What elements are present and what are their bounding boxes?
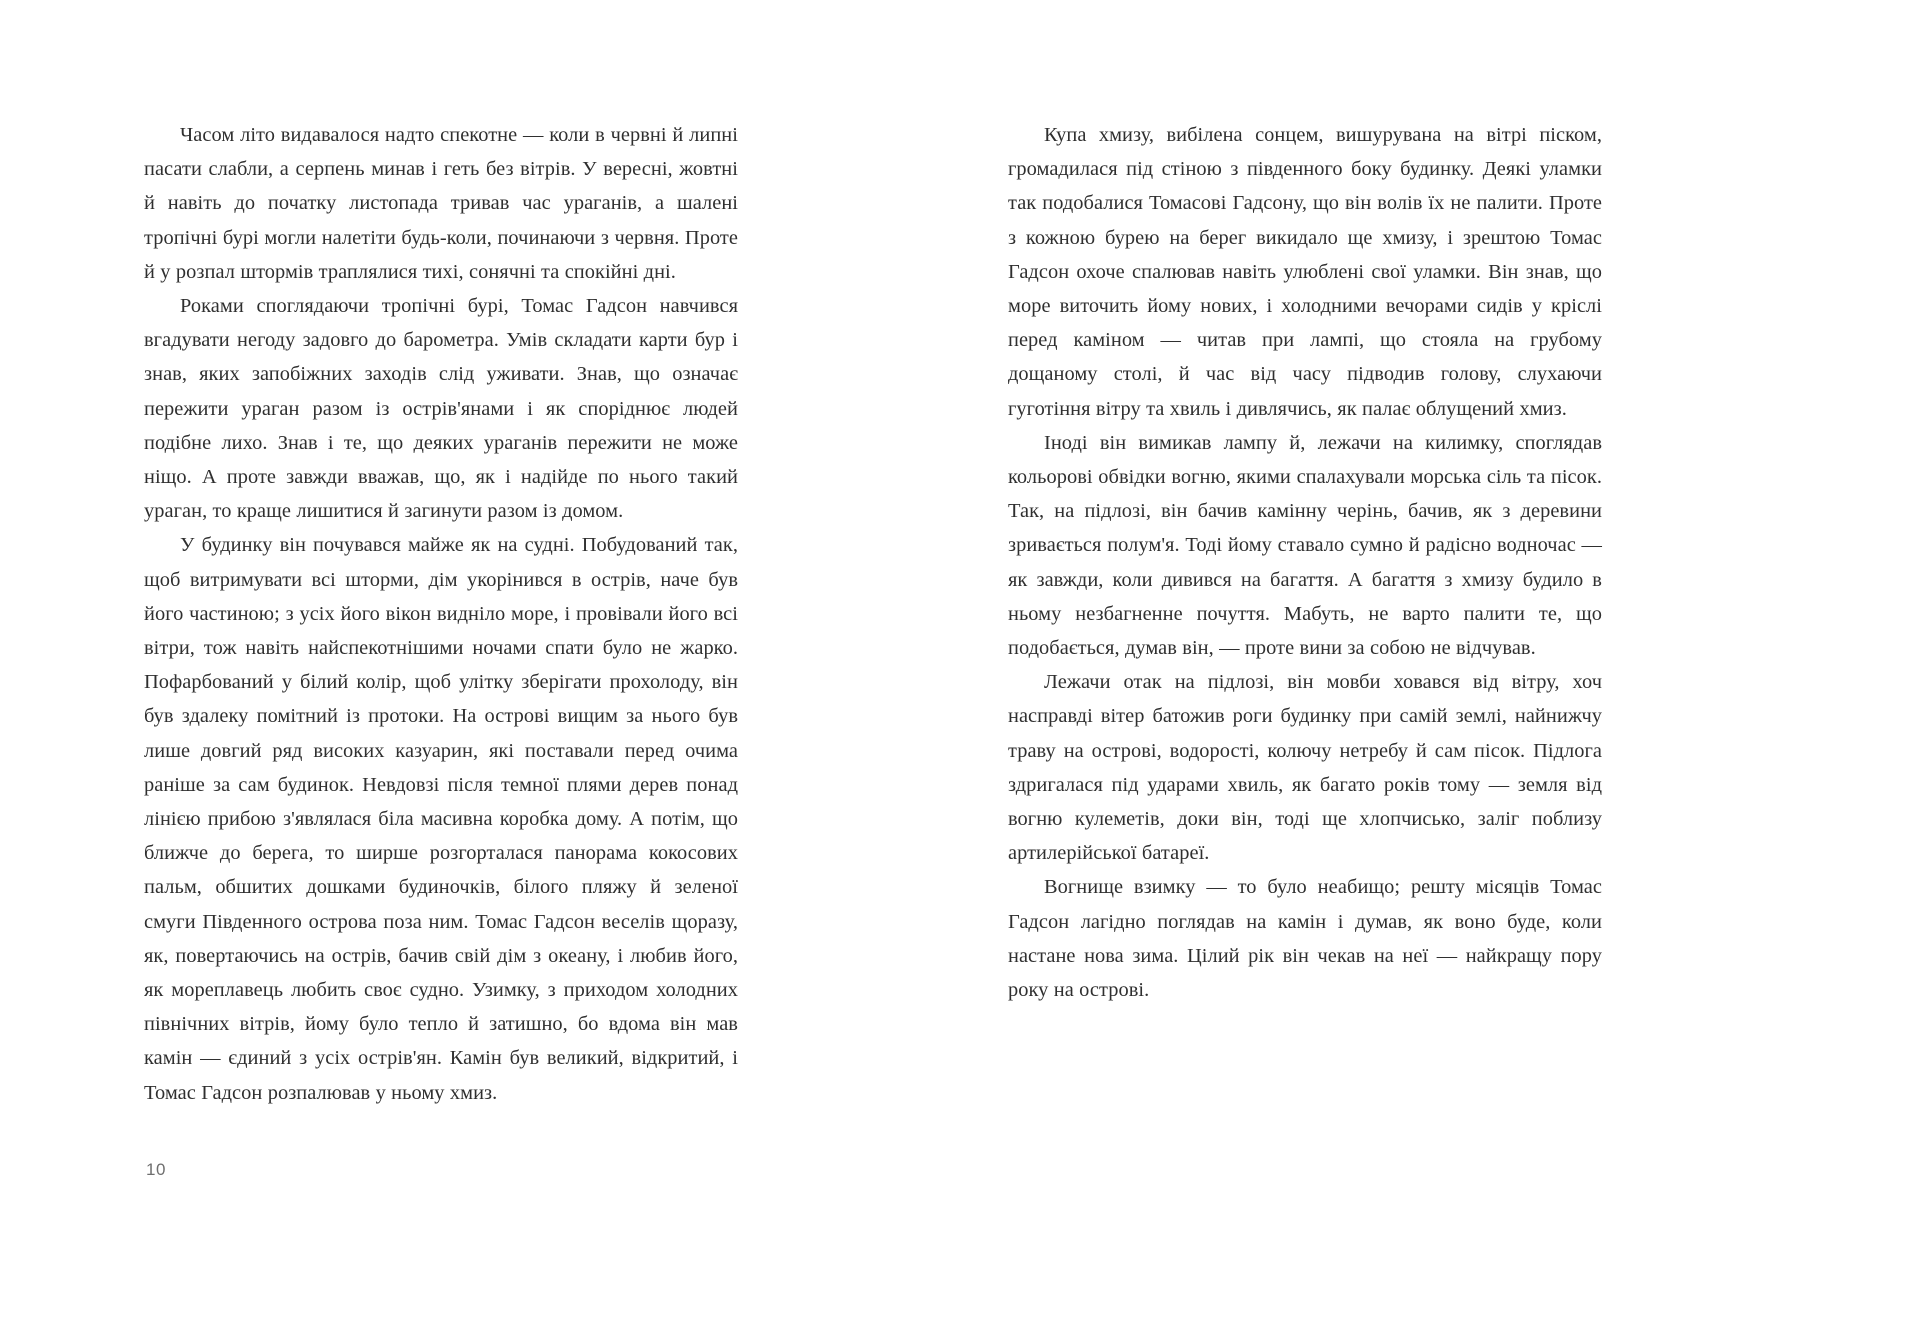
paragraph: У будинку він почувався майже як на судні. Побудований так, щоб витримувати всі шторми, дім укорінився в острів, наче був його частиною; з усіх його вікон виднiло море, і провівали його всі вітри, тож навіть найспекотнішими ночами спати було не жарко. Пофарбований у білий колір, щоб улітку зберігати прохолоду, він був здалеку помітний із протоки. На острові вищим за нього був лише довгий ряд високих казуарин, які поставали перед очима раніше за сам будинок. Невдовзі після темної плями дерев понад лінією прибою з'являлася біла масивна коробка дому. А потім, що ближче до берега, то ширше розгорталася панорама кокосових пальм, обшитих дошками будиночків, білого пляжу й зеленої смуги Південного острова поза ним. Томас Гадсон веселів щоразу, як, повертаючись на острів, бачив свій дім з океану, і любив його, як мореплавець любить своє судно. Узимку, з приходом холодних північних вітрів, йому було тепло й затишно, бо вдома він мав камін — єдиний з усіх острів'ян. Камін був великий, відкритий, і Томас Гадсон розпалював у ньому хмиз. [144, 534, 738, 1104]
paragraph: Купа хмизу, вибілена сонцем, вишурувана на вітрі піском, громадилася під стіною з південного боку будинку. Деякі уламки так подобалися Томасові Гадсону, що він волів їх не палити. Проте з кожною бурею на берег викидало ще хмизу, і зрештою Томас Гадсон охоче спалював навіть улюблені свої уламки. Він знав, що море виточить йому нових, і холодними вечорами сидів у кріслі перед каміном — читав при лампі, що стояла на грубому дощаному столі, й час від часу підводив голову, слухаючи гуготіння вітру та хвиль і дивлячись, як палає облущений хмиз. [1008, 124, 1602, 420]
paragraph: Лежачи отак на підлозі, він мовби ховався від вітру, хоч насправді вітер батожив роги будинку при самій землі, найнижчу траву на острові, водорості, колючу нетребу й сам пісок. Підлога здригалася під ударами хвиль, як багато років тому — земля від вогню кулеметів, доки він, тоді ще хлопчисько, заліг поблизу артилерійської батареї. [1008, 671, 1602, 865]
paragraph: Вогнище взимку — то було неабищо; решту місяців Томас Гадсон лагідно поглядав на камін і думав, як воно буде, коли настане нова зима. Цілий рік він чекав на неї — найкращу пору року на острові. [1008, 876, 1602, 1002]
page-number: 10 [146, 1160, 166, 1179]
text-columns [0, 118, 1920, 1110]
paragraph: Роками споглядаючи тропічні бурі, Томас Гадсон навчився вгадувати негоду задовго до барометра. Умів складати карти бур і знав, яких запобіжних заходів слід уживати. Знав, що означає пережити ураган разом із острів'янами і як споріднює людей подібне лихо. Знав і те, що деяких ураганів пережити не може ніщо. А проте завжди вважав, що, як і надійде по нього такий ураган, то краще лишитися й загинути разом із домом. [144, 295, 738, 523]
left-page-text-column [144, 118, 738, 1110]
paragraph: Іноді він вимикав лампу й, лежачи на килимку, споглядав кольорові обвідки вогню, якими спалахували морська сіль та пісок. Так, на підлозі, він бачив камінну черінь, бачив, як з деревини зривається полум'я. Тоді йому ставало сумно й радісно водночас — як завжди, коли дивився на багаття. А багаття з хмизу будило в ньому незбагненне почуття. Мабуть, не варто палити те, що подобається, думав він, — проте вини за собою не відчував. [1008, 431, 1602, 660]
right-page-text-column [1008, 118, 1602, 1110]
paragraph: Часом літо видавалося надто спекотне — коли в червні й липні пасати слабли, а серпень минав і геть без вітрів. У вересні, жовтні й навіть до початку листопада тривав час ураганів, а шалені тропічні бурі могли налетіти будь-коли, починаючи з червня. Проте й у розпал штормів траплялися тихі, сонячні та спокійні дні. [144, 124, 738, 283]
